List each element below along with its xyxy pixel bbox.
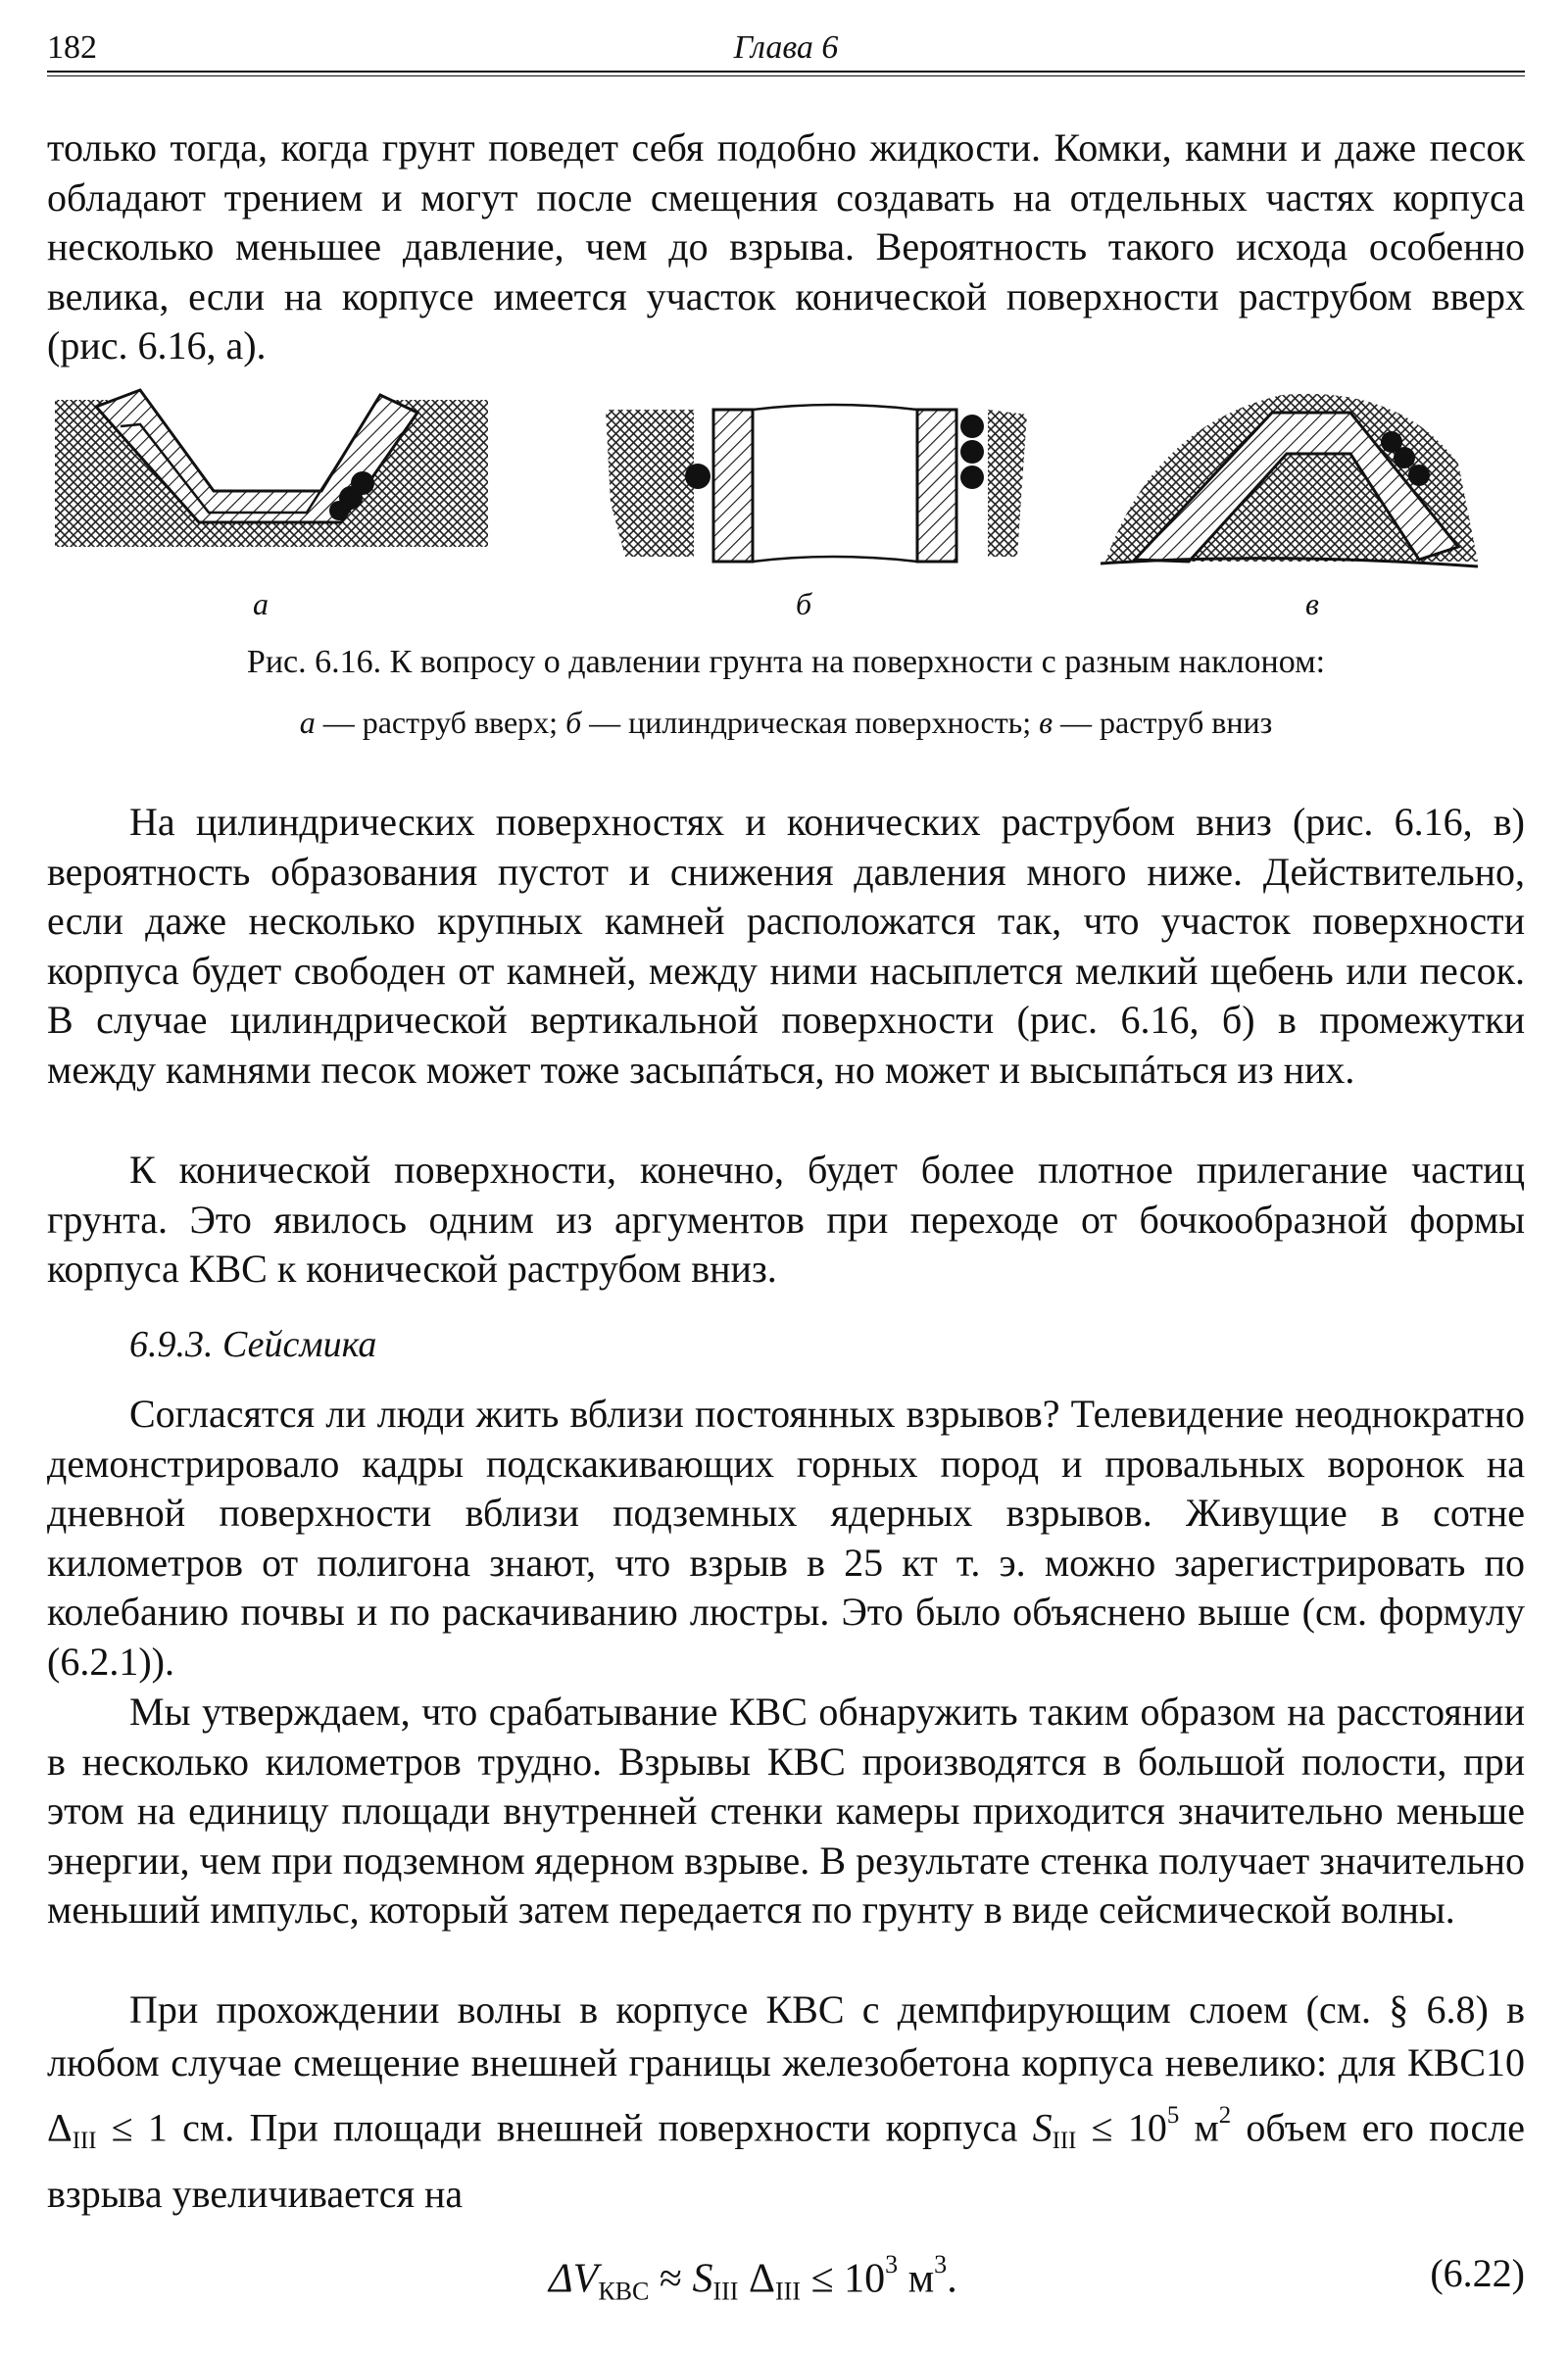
stone [351,471,374,495]
formula-sub-iii-2: III [775,2277,802,2306]
formula-approx: ≈ [649,2256,693,2302]
legend-text-b: — цилиндрическая поверхность; [581,705,1040,740]
figure-label-c: в [1305,586,1319,621]
stone [960,415,984,438]
legend-letter-b: б [565,705,582,740]
formula-dv: ΔV [549,2256,599,2302]
chapter-title: Глава 6 [733,29,839,66]
legend-letter-c: в [1039,705,1054,740]
paragraph-5: Мы утверждаем, что срабатывание КВС обнаружить таким образом на расстоянии в несколько километров трудно. Взрывы КВС производятся в большой полости, при этом на единицу площади внутренней стенки камеры приходится значительно меньше энергии, чем при подземном ядерном взрыве. В результате стенка получает значительно меньший импульс, который затем передается по грунту в виде сейсмической волны. [47,1690,1525,1932]
running-header [47,29,1525,71]
paragraph-1: только тогда, когда грунт поведет себя подобно жидкости. Комки, камни и даже песок обладают трением и могут после смещения создавать на отдельных частях корпуса несколько меньшее давление, чем до взрыва. Вероятность такого исхода особенно велика, если на корпусе имеется участок конической поверхности раструбом вверх (рис. 6.16, а). [47,125,1525,368]
stone [960,466,984,489]
exponent-2: 2 [1218,2102,1232,2129]
legend-text-c: — раструб вниз [1053,705,1273,740]
equation-6-22 [549,2250,957,2306]
para6-text-1: При прохождении волны в корпусе КВС с демпфирующим слоем (см. § 6.8) в любом случае смещение внешней границы железобетона корпуса невелико: для КВС10 [47,1987,1525,2084]
section-heading: 6.9.3. Сейсмика [129,1324,377,1365]
s-symbol: S [1032,2105,1053,2150]
figure-part-b [606,405,1027,562]
stone [960,440,984,464]
formula-unit: м [898,2256,935,2302]
header-rule-thin [47,75,1525,76]
delta-symbol: Δ [47,2105,73,2150]
legend-letter-a: а [299,705,316,740]
figure-caption: Рис. 6.16. К вопросу о давлении грунта на поверхности с разным наклоном: [246,644,1326,680]
figure-part-a [55,390,488,547]
figure-part-c [1101,394,1478,566]
figure-label-b: б [796,586,812,621]
paragraph-4: Согласятся ли люди жить вблизи постоянных взрывов? Телевидение неоднократно демонстрировало кадры подскакивающих горных пород и провальных воронок на дневной поверхности вблизи подземных ядерных взрывов. Живущие в сотне километров от полигона знают, что взрыв в 25 кт т. э. можно зарегистрировать по колебанию почвы и по раскачиванию люстры. Это было объяснено выше (см. формулу (6.2.1)). [47,1392,1525,1684]
subscript-iii: III [1052,2128,1077,2155]
formula-delta: Δ [738,2256,775,2302]
formula-unit-exp: 3 [934,2250,948,2279]
legend-text-a: — раструб вверх; [315,705,566,740]
stone [329,501,349,520]
page-number: 182 [47,29,97,66]
figure-6-16 [47,385,1525,650]
stone [1394,447,1415,468]
formula-end: . [947,2256,957,2302]
para6-text-3: ≤ 10 [1076,2105,1167,2150]
stone [685,464,710,489]
header-rule [47,71,1525,73]
formula-leq: ≤ 10 [801,2256,886,2302]
exponent-5: 5 [1166,2102,1180,2129]
equation-number: (6.22) [1430,2251,1525,2295]
figure-legend [47,705,1525,741]
formula-sub-iii: III [712,2277,739,2306]
formula-exp: 3 [885,2250,899,2279]
paragraph-2: На цилиндрических поверхностях и конических раструбом вниз (рис. 6.16, в) вероятность образования пустот и снижения давления много ниже. Действительно, если даже несколько крупных камней расположатся так, что участок поверхности корпуса будет свободен от камней, между ними насыплется мелкий щебень или песок. В случае цилиндрической вертикальной поверхности (рис. 6.16, б) в промежутки между камнями песок может тоже засыпáться, но может и высыпáться из них. [47,800,1525,1092]
subscript-iii: III [72,2128,97,2155]
para6-text-4: м [1179,2105,1219,2150]
para6-text-5: объем его после взрыва увеличивается на [47,2105,1526,2217]
stone [1408,465,1430,486]
figure-label-a: а [253,586,269,621]
para6-text-2: ≤ 1 см. При площади внешней поверхности корпуса [96,2105,1033,2150]
paragraph-6 [47,1984,1525,2221]
formula-s: S [692,2256,713,2302]
paragraph-3: К конической поверхности, конечно, будет более плотное прилегание частиц грунта. Это явилось одним из аргументов при переходе от бочкообразной формы корпуса КВС к конической раструбом вниз. [47,1148,1525,1291]
formula-sub-kvs: КВС [598,2277,650,2306]
